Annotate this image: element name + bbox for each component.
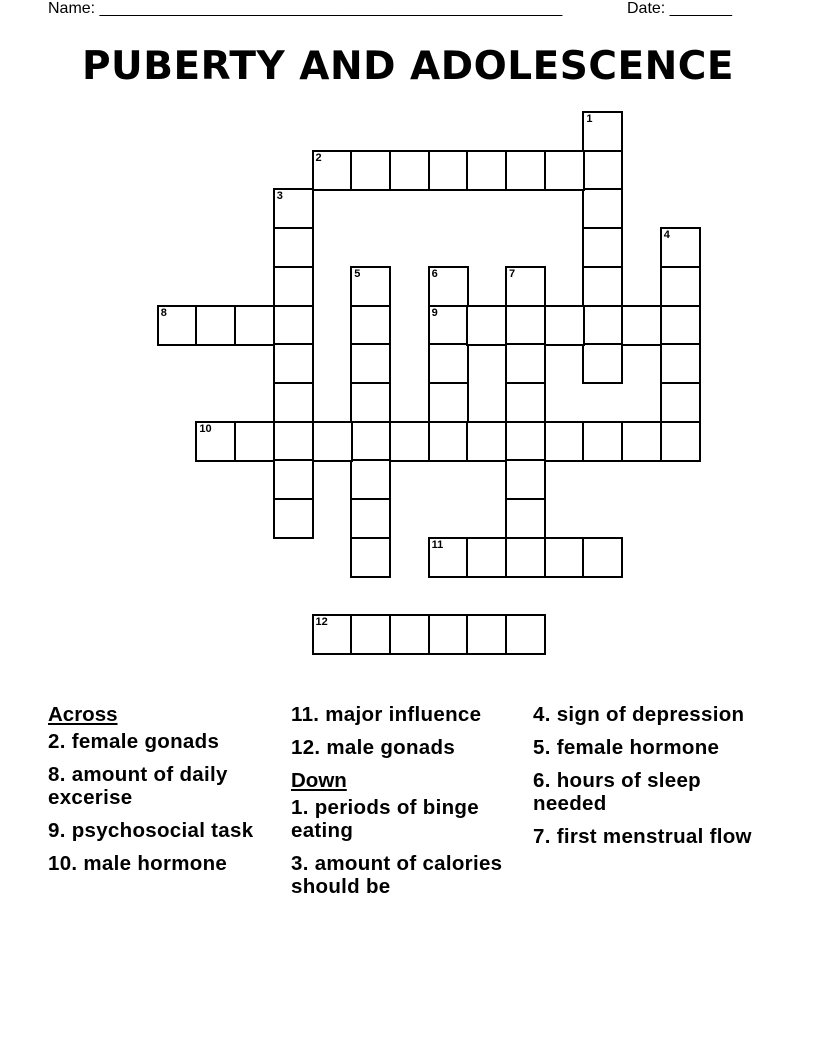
grid-cell[interactable]	[582, 188, 623, 229]
grid-cell[interactable]	[505, 150, 546, 191]
grid-cell[interactable]	[428, 421, 469, 462]
grid-cell[interactable]	[273, 266, 314, 307]
grid-cell[interactable]	[582, 343, 623, 384]
grid-cell[interactable]	[466, 150, 507, 191]
clue-number: 3.	[291, 852, 309, 875]
across-heading: Across	[48, 703, 118, 726]
clue-down-1	[291, 796, 531, 842]
grid-cell[interactable]	[312, 614, 353, 655]
grid-cell[interactable]	[660, 266, 701, 307]
clues-column-1	[48, 703, 288, 885]
clue-text: major influence	[325, 703, 482, 726]
grid-cell[interactable]	[350, 498, 391, 539]
grid-cell[interactable]	[466, 421, 507, 462]
grid-cell[interactable]	[273, 305, 314, 346]
grid-cell[interactable]	[273, 188, 314, 229]
grid-cell[interactable]	[273, 227, 314, 268]
clue-down-6	[533, 769, 773, 815]
grid-cell[interactable]	[350, 421, 391, 462]
down-heading: Down	[291, 769, 347, 792]
clue-across-10	[48, 852, 288, 875]
clue-text: psychosocial task	[71, 819, 254, 842]
clue-text: female gonads	[71, 730, 220, 753]
grid-cell[interactable]	[389, 150, 430, 191]
clue-text: female hormone	[556, 736, 720, 759]
cell-number: 9	[431, 306, 438, 319]
grid-cell[interactable]	[234, 421, 275, 462]
grid-cell[interactable]	[273, 343, 314, 384]
grid-cell[interactable]	[582, 150, 623, 191]
clue-down-3	[291, 852, 531, 898]
clue-text: periods of binge eating	[291, 796, 479, 842]
grid-cell[interactable]	[195, 305, 236, 346]
grid-cell[interactable]	[505, 343, 546, 384]
clue-number: 1.	[291, 796, 309, 819]
grid-cell[interactable]	[273, 459, 314, 500]
grid-cell[interactable]	[505, 382, 546, 423]
cell-number: 4	[663, 229, 670, 242]
grid-cell[interactable]	[505, 614, 546, 655]
clue-text: amount of daily excerise	[48, 763, 228, 809]
grid-cell[interactable]	[544, 305, 585, 346]
grid-cell[interactable]	[273, 421, 314, 462]
grid-cell[interactable]	[350, 459, 391, 500]
grid-cell[interactable]	[582, 537, 623, 578]
grid-cell[interactable]	[660, 382, 701, 423]
grid-cell[interactable]	[350, 150, 391, 191]
grid-cell[interactable]	[312, 150, 353, 191]
grid-cell[interactable]	[350, 382, 391, 423]
name-field[interactable]: Name: ____________________________________________________	[48, 0, 563, 17]
clue-across-12	[291, 736, 531, 759]
clues-column-3	[533, 703, 773, 858]
cell-number: 3	[276, 190, 283, 203]
clue-text: male hormone	[83, 852, 228, 875]
grid-cell[interactable]	[157, 305, 198, 346]
clue-text: first menstrual flow	[556, 825, 752, 848]
clue-text: hours of sleep needed	[533, 769, 702, 815]
grid-cell[interactable]	[505, 305, 546, 346]
clue-across-8	[48, 763, 288, 809]
grid-cell[interactable]	[428, 266, 469, 307]
clue-number: 5.	[533, 736, 551, 759]
clues-column-2	[291, 703, 531, 908]
grid-cell[interactable]	[195, 421, 236, 462]
clue-down-7	[533, 825, 773, 848]
grid-cell[interactable]	[505, 498, 546, 539]
grid-cell[interactable]	[389, 421, 430, 462]
grid-cell[interactable]	[621, 421, 662, 462]
grid-cell[interactable]	[428, 150, 469, 191]
grid-cell[interactable]	[582, 421, 623, 462]
date-field[interactable]: Date: _______	[627, 0, 732, 17]
clue-number: 8.	[48, 763, 66, 786]
cell-number: 1	[586, 113, 593, 125]
grid-cell[interactable]	[660, 227, 701, 268]
clue-down-5	[533, 736, 773, 759]
grid-cell[interactable]	[350, 614, 391, 655]
clue-across-2	[48, 730, 288, 753]
cell-number: 11	[431, 538, 444, 551]
grid-cell[interactable]	[544, 150, 585, 191]
grid-cell[interactable]	[350, 305, 391, 346]
clue-number: 6.	[533, 769, 551, 792]
clue-number: 2.	[48, 730, 66, 753]
grid-cell[interactable]	[582, 266, 623, 307]
clue-text: male gonads	[326, 736, 456, 759]
grid-cell[interactable]	[428, 343, 469, 384]
grid-cell[interactable]	[428, 614, 469, 655]
grid-cell[interactable]	[389, 614, 430, 655]
clue-number: 7.	[533, 825, 551, 848]
grid-cell[interactable]	[505, 421, 546, 462]
grid-cell[interactable]	[582, 305, 623, 346]
clue-text: sign of depression	[556, 703, 745, 726]
grid-cell[interactable]	[505, 459, 546, 500]
cell-number: 8	[160, 306, 167, 319]
page-title: PUBERTY AND ADOLESCENCE	[81, 44, 735, 89]
grid-cell[interactable]	[350, 537, 391, 578]
cell-number: 2	[315, 151, 322, 164]
cell-number: 7	[509, 267, 516, 280]
clue-number: 9.	[48, 819, 66, 842]
grid-cell[interactable]	[466, 305, 507, 346]
grid-cell[interactable]	[544, 421, 585, 462]
grid-cell[interactable]	[660, 421, 701, 462]
grid-cell[interactable]	[466, 614, 507, 655]
clue-across-9	[48, 819, 288, 842]
grid-cell[interactable]	[660, 343, 701, 384]
grid-cell[interactable]	[234, 305, 275, 346]
clue-down-4	[533, 703, 773, 726]
grid-cell[interactable]	[428, 305, 469, 346]
grid-cell[interactable]	[544, 537, 585, 578]
grid-cell[interactable]	[428, 537, 469, 578]
grid-cell[interactable]	[273, 382, 314, 423]
clue-number: 12.	[291, 736, 321, 759]
grid-cell[interactable]	[428, 382, 469, 423]
clue-number: 4.	[533, 703, 551, 726]
grid-cell[interactable]	[350, 266, 391, 307]
grid-cell[interactable]	[505, 266, 546, 307]
grid-cell[interactable]	[350, 343, 391, 384]
cell-number: 6	[431, 267, 438, 280]
grid-cell[interactable]	[660, 305, 701, 346]
cell-number: 5	[354, 267, 361, 280]
cell-number: 10	[199, 422, 212, 435]
clue-text: amount of calories should be	[291, 852, 503, 898]
grid-cell[interactable]	[273, 498, 314, 539]
grid-cell[interactable]	[621, 305, 662, 346]
cell-number: 12	[315, 616, 328, 629]
grid-cell[interactable]	[505, 537, 546, 578]
grid-cell[interactable]	[582, 111, 623, 152]
grid-cell[interactable]	[582, 227, 623, 268]
grid-cell[interactable]	[466, 537, 507, 578]
grid-cell[interactable]	[312, 421, 353, 462]
clue-number: 11.	[291, 703, 320, 726]
clue-number: 10.	[48, 852, 78, 875]
clue-across-11	[291, 703, 531, 726]
